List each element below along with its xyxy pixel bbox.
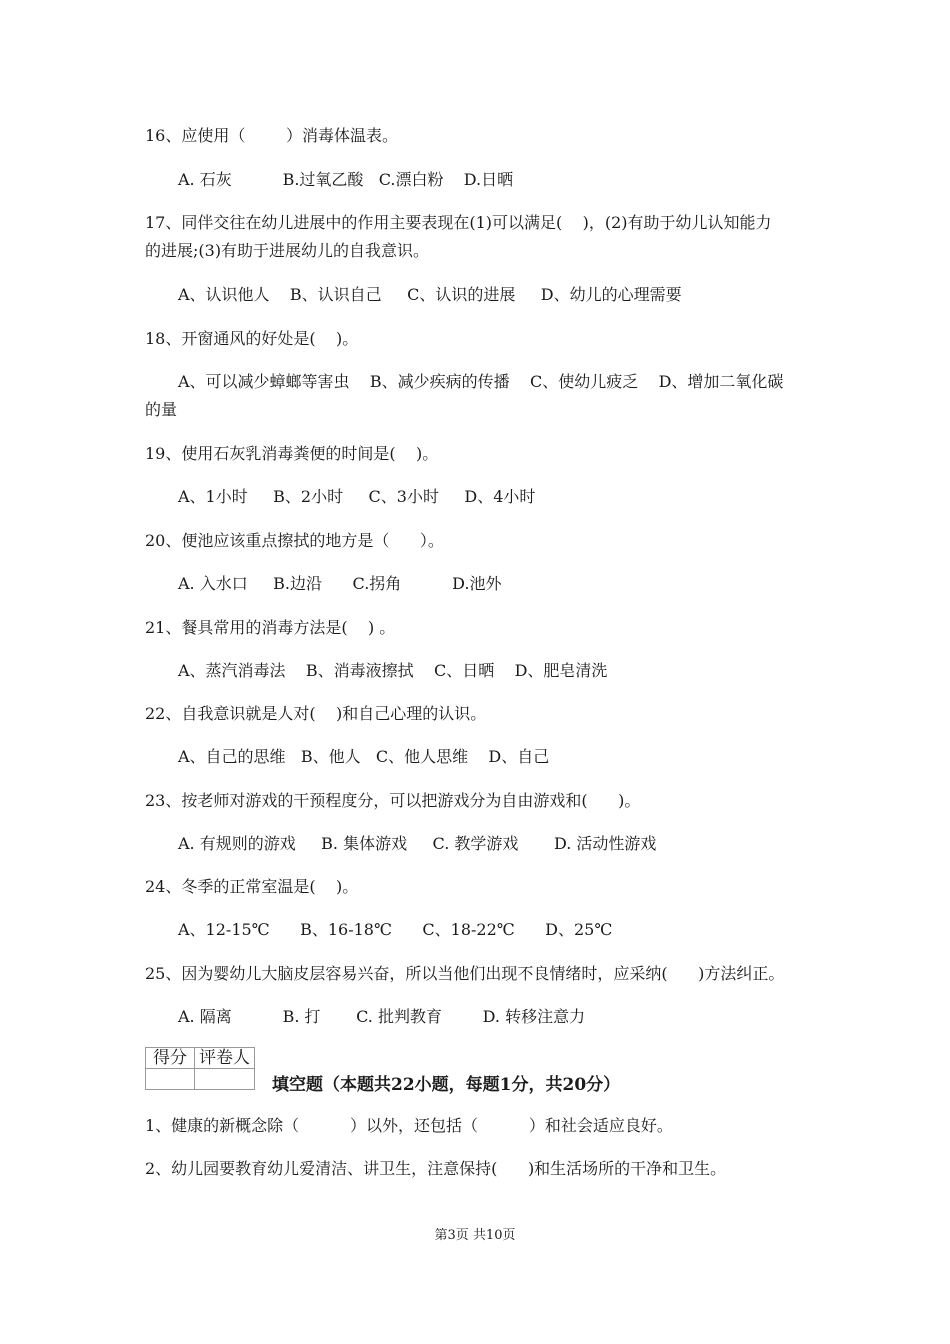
fill-blank-item-1: 1、健康的新概念除（ ）以外，还包括（ ）和社会适应良好。 [145, 1116, 673, 1135]
question-17-stem-continued: 的进展;(3)有助于进展幼儿的自我意识。 [145, 241, 430, 260]
question-22-options: A、自己的思维 B、他人 C、他人思维 D、自己 [178, 747, 550, 766]
question-24-options: A、12-15℃ B、16-18℃ C、18-22℃ D、25℃ [178, 920, 613, 939]
question-19-stem: 19、使用石灰乳消毒粪便的时间是( )。 [145, 444, 439, 463]
question-21-stem: 21、餐具常用的消毒方法是( ) 。 [145, 618, 396, 637]
question-18-options-continued: 的量 [145, 400, 178, 419]
question-22-stem: 22、自我意识就是人对( )和自己心理的认识。 [145, 704, 487, 723]
score-cell [146, 1069, 195, 1090]
question-20-options: A. 入水口 B.边沿 C.拐角 D.池外 [178, 574, 502, 593]
question-23-stem: 23、按老师对游戏的干预程度分，可以把游戏分为自由游戏和( )。 [145, 791, 641, 810]
question-19-options: A、1小时 B、2小时 C、3小时 D、4小时 [178, 487, 536, 506]
grader-label: 评卷人 [195, 1048, 255, 1069]
question-25-options: A. 隔离 B. 打 C. 批判教育 D. 转移注意力 [178, 1007, 586, 1026]
question-25-stem: 25、因为婴幼儿大脑皮层容易兴奋，所以当他们出现不良情绪时，应采纳( )方法纠正。 [145, 964, 785, 983]
question-20-stem: 20、便池应该重点擦拭的地方是（ ）。 [145, 531, 444, 550]
question-16-stem: 16、应使用（ ）消毒体温表。 [145, 126, 399, 145]
question-17-options: A、认识他人 B、认识自己 C、认识的进展 D、幼儿的心理需要 [178, 285, 682, 304]
score-box [145, 1047, 255, 1090]
question-16-options: A. 石灰 B.过氧乙酸 C.漂白粉 D.日晒 [178, 170, 514, 189]
score-label: 得分 [146, 1048, 195, 1069]
question-24-stem: 24、冬季的正常室温是( )。 [145, 877, 359, 896]
question-21-options: A、蒸汽消毒法 B、消毒液擦拭 C、日晒 D、肥皂清洗 [178, 661, 608, 680]
fill-blank-item-2: 2、幼儿园要教育幼儿爱清洁、讲卫生，注意保持( )和生活场所的干净和卫生。 [145, 1159, 727, 1178]
grader-cell [195, 1069, 255, 1090]
question-23-options: A. 有规则的游戏 B. 集体游戏 C. 教学游戏 D. 活动性游戏 [178, 834, 657, 853]
section-title: 填空题（本题共22小题，每题1分，共20分） [272, 1075, 621, 1095]
question-17-stem: 17、同伴交往在幼儿进展中的作用主要表现在(1)可以满足( )，(2)有助于幼儿认知能力 [145, 213, 772, 232]
question-18-stem: 18、开窗通风的好处是( )。 [145, 329, 359, 348]
page-footer: 第3页 共10页 [434, 1228, 516, 1243]
question-18-options: A、可以减少蟑螂等害虫 B、减少疾病的传播 C、使幼儿疲乏 D、增加二氧化碳 [178, 372, 784, 391]
